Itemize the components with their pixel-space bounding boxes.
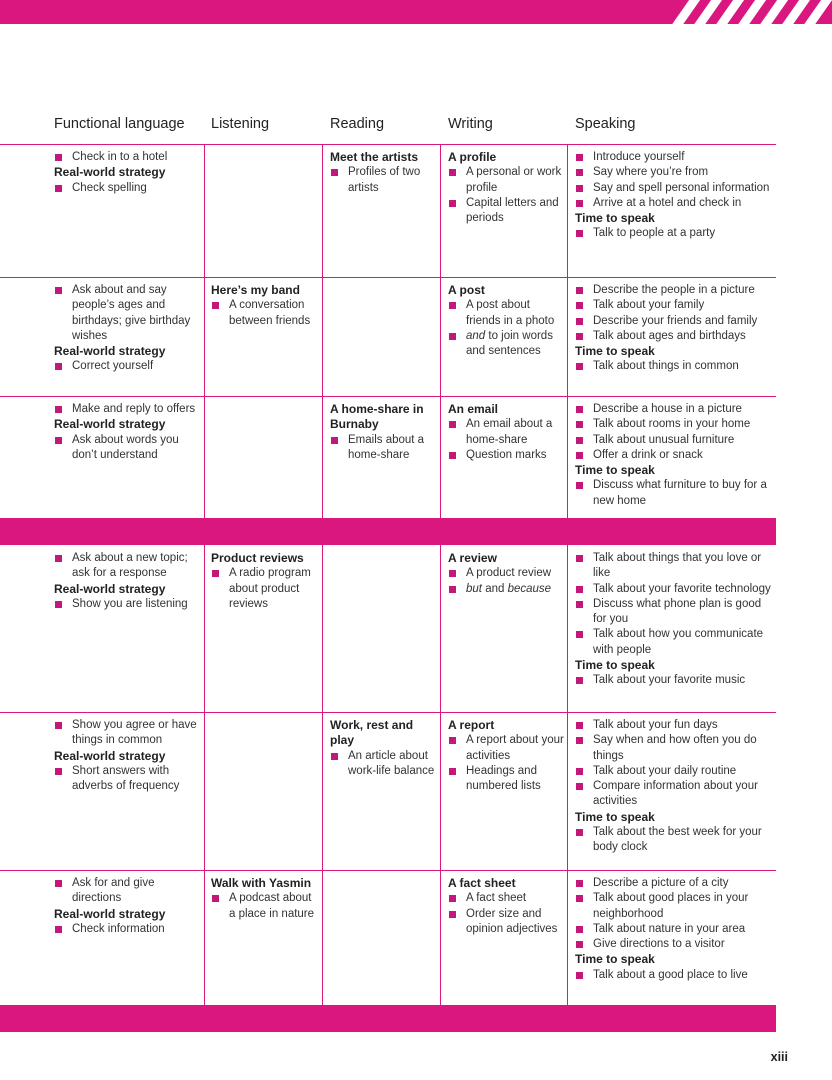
bullet-item: Ask about words you don’t understand: [54, 433, 199, 464]
row-divider: [0, 712, 776, 713]
bullet-item: Profiles of two artists: [330, 165, 438, 196]
bullet-item: Offer a drink or snack: [575, 448, 775, 463]
cell-heading: Meet the artists: [330, 150, 419, 164]
bullet-item: A conversation between friends: [211, 298, 319, 329]
cell-functional-language: [54, 283, 199, 375]
column-divider: [204, 144, 205, 518]
italic-word: and: [466, 329, 486, 342]
cell-heading: A review: [448, 551, 497, 565]
italic-word: because: [507, 582, 552, 595]
header-writing: Writing: [448, 116, 493, 132]
column-divider: [567, 545, 568, 1005]
bullet-item: A product review: [448, 566, 566, 581]
cell-heading: Time to speak: [575, 952, 655, 967]
cell-functional-language: [54, 551, 199, 612]
bullet-item: Make and reply to offers: [54, 402, 199, 417]
bullet-item: Discuss what phone plan is good for you: [575, 597, 775, 628]
item-text: and: [482, 582, 508, 595]
cell-heading: Real-world strategy: [54, 581, 166, 596]
cell-functional-language: [54, 876, 199, 937]
bullet-item: Talk about your daily routine: [575, 764, 775, 779]
cell-heading: A home-share in Burnaby: [330, 402, 424, 432]
section-divider-bar: [0, 1005, 776, 1032]
bullet-item: An email about a home-share: [448, 417, 566, 448]
bullet-item: Talk about your favorite music: [575, 673, 775, 688]
cell-heading: Real-world strategy: [54, 417, 166, 432]
bullet-item: A report about your activities: [448, 733, 566, 764]
cell-heading: Time to speak: [575, 344, 655, 359]
bullet-item: Talk about your fun days: [575, 718, 775, 733]
cell-heading: Time to speak: [575, 658, 655, 673]
bullet-item: A fact sheet: [448, 891, 566, 906]
cell-speaking: [575, 402, 775, 509]
bullet-item: Headings and numbered lists: [448, 764, 566, 795]
column-divider: [440, 144, 441, 518]
bullet-item: Give directions to a visitor: [575, 937, 775, 952]
bullet-item: Show you are listening: [54, 597, 199, 612]
cell-heading: Real-world strategy: [54, 906, 166, 921]
bullet-item: Say where you’re from: [575, 165, 775, 180]
cell-heading: A profile: [448, 150, 497, 164]
bullet-item: Talk to people at a party: [575, 226, 775, 241]
bullet-item: Discuss what furniture to buy for a new home: [575, 478, 775, 509]
bullet-item: A personal or work profile: [448, 165, 566, 196]
cell-heading: A fact sheet: [448, 876, 516, 890]
cell-reading: [330, 402, 438, 463]
cell-listening: [211, 551, 319, 612]
cell-heading: A post: [448, 283, 485, 297]
cell-functional-language: [54, 150, 199, 196]
bullet-item: Capital letters and periods: [448, 196, 566, 227]
cell-functional-language: [54, 402, 199, 463]
page-number: xiii: [770, 1050, 788, 1064]
cell-listening: [211, 876, 319, 922]
cell-speaking: [575, 718, 775, 856]
cell-heading: Walk with Yasmin: [211, 876, 312, 890]
header-listening: Listening: [211, 116, 270, 132]
bullet-item: Question marks: [448, 448, 566, 463]
bullet-item: [448, 582, 566, 597]
bullet-item: Describe your friends and family: [575, 314, 775, 329]
cell-heading: Real-world strategy: [54, 748, 166, 763]
cell-writing: [448, 718, 566, 794]
bullet-item: Check spelling: [54, 181, 199, 196]
italic-word: but: [466, 582, 482, 595]
item-text: to join words and sentences: [466, 329, 553, 358]
header-reading: Reading: [330, 116, 385, 132]
bullet-item: Talk about things that you love or like: [575, 551, 775, 582]
row-divider: [0, 396, 776, 397]
cell-heading: Time to speak: [575, 809, 655, 824]
bullet-item: A radio program about product reviews: [211, 566, 319, 612]
bullet-item: Describe a picture of a city: [575, 876, 775, 891]
cell-heading: Real-world strategy: [54, 344, 166, 359]
header-speaking: Speaking: [575, 116, 636, 132]
cell-heading: Real-world strategy: [54, 165, 166, 180]
cell-heading: An email: [448, 402, 499, 416]
column-divider: [204, 545, 205, 1005]
bullet-item: Talk about ages and birthdays: [575, 329, 775, 344]
column-divider: [567, 144, 568, 518]
cell-heading: Time to speak: [575, 211, 655, 226]
row-divider: [0, 870, 776, 871]
bullet-item: Talk about your favorite technology: [575, 582, 775, 597]
bullet-item: Talk about rooms in your home: [575, 417, 775, 432]
row-divider: [0, 144, 776, 145]
bullet-item: Show you agree or have things in common: [54, 718, 199, 749]
header-functional-language: Functional language: [54, 116, 185, 132]
bullet-item: Talk about good places in your neighborhood: [575, 891, 775, 922]
bullet-item: A post about friends in a photo: [448, 298, 566, 329]
cell-listening: [211, 283, 319, 329]
bullet-item: Ask about and say people’s ages and birthdays; give birthday wishes: [54, 283, 199, 344]
bullet-item: Describe the people in a picture: [575, 283, 775, 298]
cell-heading: Work, rest and play: [330, 718, 414, 748]
bullet-item: Check information: [54, 922, 199, 937]
bullet-item: Say and spell personal information: [575, 181, 775, 196]
bullet-item: Short answers with adverbs of frequency: [54, 764, 199, 795]
bullet-item: Check in to a hotel: [54, 150, 199, 165]
bullet-item: An article about work-life balance: [330, 749, 438, 780]
cell-writing: [448, 551, 566, 597]
bullet-item: Ask about a new topic; ask for a response: [54, 551, 199, 582]
cell-writing: [448, 150, 566, 226]
bullet-item: Describe a house in a picture: [575, 402, 775, 417]
cell-speaking: [575, 150, 775, 242]
bullet-item: Talk about the best week for your body clock: [575, 825, 775, 856]
cell-writing: [448, 402, 566, 463]
bullet-item: Arrive at a hotel and check in: [575, 196, 775, 211]
cell-reading: [330, 718, 438, 779]
top-color-band: [0, 0, 832, 24]
bullet-item: Compare information about your activities: [575, 779, 775, 810]
bullet-item: Talk about things in common: [575, 359, 775, 374]
bullet-item: Order size and opinion adjectives: [448, 907, 566, 938]
bullet-item: Talk about a good place to live: [575, 968, 775, 983]
bullet-item: Talk about how you communicate with people: [575, 627, 775, 658]
cell-heading: Product reviews: [211, 551, 304, 565]
column-divider: [322, 144, 323, 518]
bullet-item: Say when and how often you do things: [575, 733, 775, 764]
bullet-item: Introduce yourself: [575, 150, 775, 165]
cell-speaking: [575, 876, 775, 983]
cell-heading: Time to speak: [575, 463, 655, 478]
bullet-item: Correct yourself: [54, 359, 199, 374]
cell-heading: A report: [448, 718, 495, 732]
bullet-item: Talk about your family: [575, 298, 775, 313]
cell-writing: [448, 283, 566, 359]
bullet-item: Emails about a home-share: [330, 433, 438, 464]
bullet-item: Talk about unusual furniture: [575, 433, 775, 448]
cell-reading: [330, 150, 438, 196]
section-divider-bar: [0, 518, 776, 545]
column-divider: [322, 545, 323, 1005]
cell-heading: Here’s my band: [211, 283, 300, 297]
bullet-item: Ask for and give directions: [54, 876, 199, 907]
row-divider: [0, 277, 776, 278]
bullet-item: A podcast about a place in nature: [211, 891, 319, 922]
cell-writing: [448, 876, 566, 937]
cell-speaking: [575, 551, 775, 689]
bullet-item: [448, 329, 566, 360]
bullet-item: Talk about nature in your area: [575, 922, 775, 937]
cell-functional-language: [54, 718, 199, 794]
column-divider: [440, 545, 441, 1005]
cell-speaking: [575, 283, 775, 375]
